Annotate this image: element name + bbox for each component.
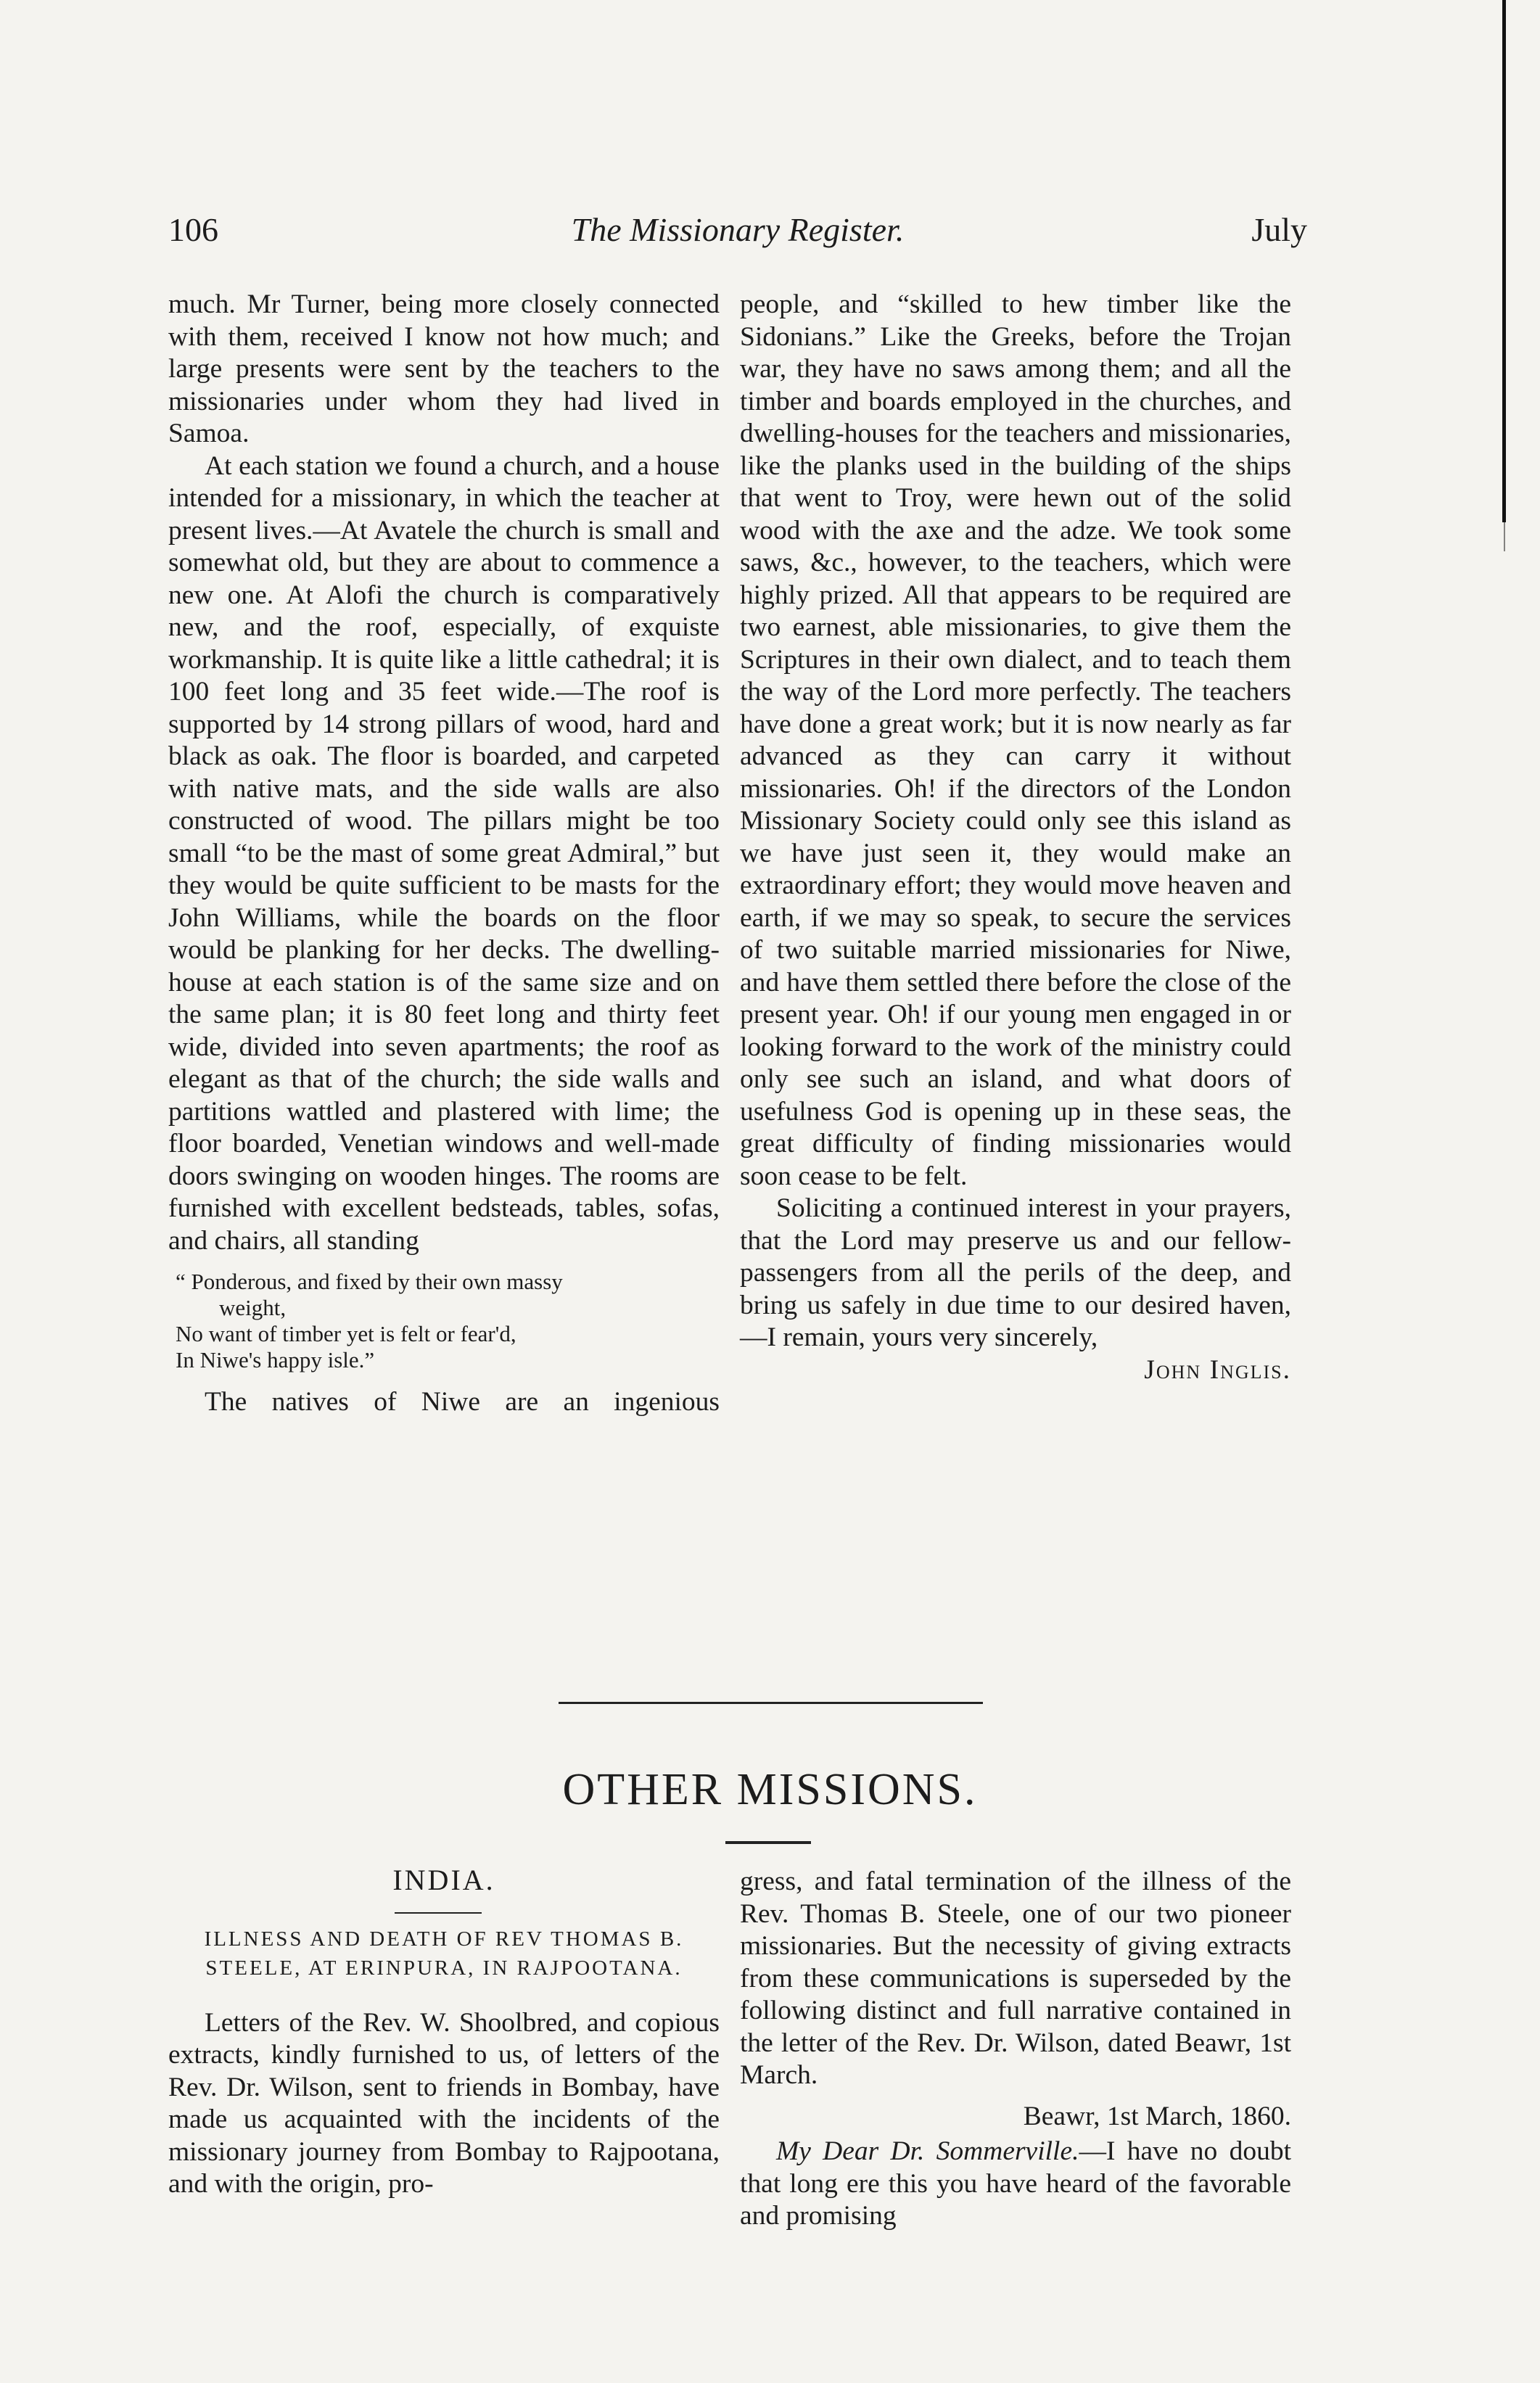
paragraph: Letters of the Rev. W. Shoolbred, and copious extracts, kindly furnished to us, of letters of the Rev. Dr. Wilson, sent to friends in Bombay, have made us acquainted with the incidents of the missionary journey from Bombay to Rajpootana, and with the origin, pro- [168,2007,720,2199]
paragraph: gress, and fatal termination of the illness of the Rev. Thomas B. Steele, one of our two pioneer missionaries. But the necessity of giving extracts from these communications is superseded by the following distinct and full narrative contained in the letter of the Rev. Dr. Wilson, dated Beawr, 1st March. [740,1867,1291,2090]
paragraph: The natives of Niwe are an ingenious [205,1387,720,1417]
issue-month: July [1251,211,1307,248]
poem-line: In Niwe's happy isle.” [176,1347,375,1372]
poem-line: weight, [219,1295,287,1320]
dateline-text: Beawr, 1st March, 1860. [1023,2101,1291,2131]
paragraph: much. Mr Turner, being more closely connected with them, received I know not how much; and large presents were sent by the teachers to the missionaries under whom they had lived in Samoa. [168,289,720,448]
region-heading: INDIA. [392,1864,495,1896]
bottom-right-column [740,1866,1291,2233]
paragraph: At each station we found a church, and a house intended for a missionary, in which the teacher at present lives.—At Avatele the church is small and somewhat old, but they are about to commence a new one. At Alofi the church is comparatively new, and the roof, especially, of exquiste workmanship. It is quite like a little cathedral; it is 100 feet long and 35 feet wide.—The roof is supported by 14 strong pillars of wood, hard and black as oak. The floor is boarded, and carpeted with native mats, and the side walls are also constructed of wood. The pillars might be too small “to be the mast of some great Admiral,” but they would be quite sufficient to be masts for the John Williams, while the boards on the floor would be planking for her decks. The dwelling-house at each station is of the same size and on the same plan; it is 80 feet long and thirty feet wide, divided into seven apartments; the roof as elegant as that of the church; the side walls and partitions wattled and plastered with lime; the floor boarded, Venetian windows and well-made doors swinging on wooden hinges. The rooms are furnished with excellent bedsteads, tables, sofas, and chairs, all standing [168,450,720,1256]
letter-dateline [740,2101,1291,2133]
page-number: 106 [168,211,218,248]
paragraph: Soliciting a continued interest in your prayers, that the Lord may preserve us and our fellow-passengers from all the perils of the deep, and bring us safely in due time to our desired haven,—I remain, yours very sincerely, [740,1193,1291,1352]
journal-title: The Missionary Register. [571,211,905,248]
article-title: ILLNESS AND DEATH OF REV THOMAS B. STEELE, AT ERINPURA, IN RAJPOOTANA. [204,1927,684,1980]
right-column [740,289,1291,1386]
poem-line: “ Ponderous, and fixed by their own massy [176,1269,563,1294]
poem-line: No want of timber yet is felt or fear'd, [176,1321,516,1346]
short-rule [395,1912,482,1914]
running-header [168,210,1307,254]
page-edge-line [1502,0,1506,522]
paragraph: people, and “skilled to hew timber like the Sidonians.” Like the Greeks, before the Trojan war, they have no saws among them; and all the timber and boards employed in the churches, and dwelling-houses for the teachers and missionaries, like the planks used in the building of the ships that went to Troy, were hewn out of the solid wood with the axe and the adze. We took some saws, &c., however, to the teachers, which were highly prized. All that appears to be required are two earnest, able missionaries, to give them the Scriptures in their own dialect, and to teach them the way of the Lord more perfectly. The teachers have done a great work; but it is now nearly as far advanced as they can carry it without missionaries. Oh! if the directors of the London Missionary Society could only see this island as we have just seen it, they would make an extraordinary effort; they would move heaven and earth, if we may so speak, to secure the services of two suitable married missionaries for Niwe, and have them settled there before the close of the present year. Oh! if our young men engaged in or looking forward to the work of the ministry could only see such an island, and what doors of usefulness God is opening up in these seas, the great difficulty of finding missionaries would soon cease to be felt. [740,289,1291,1191]
left-column [168,289,720,1419]
paragraph [740,2136,1291,2233]
salutation: My Dear Dr. Sommerville. [776,2136,1079,2166]
section-divider [559,1702,983,1704]
paragraph-text: —I have no doubt that long ere this you have heard of the favorable and promising [740,2136,1291,2231]
page-edge-line [1504,522,1505,551]
section-heading: OTHER MISSIONS. [562,1765,978,1814]
signature: John Inglis. [1144,1354,1291,1385]
bottom-left-column [168,1864,720,2201]
poem-quote [176,1269,720,1373]
heading-rule [725,1841,811,1844]
